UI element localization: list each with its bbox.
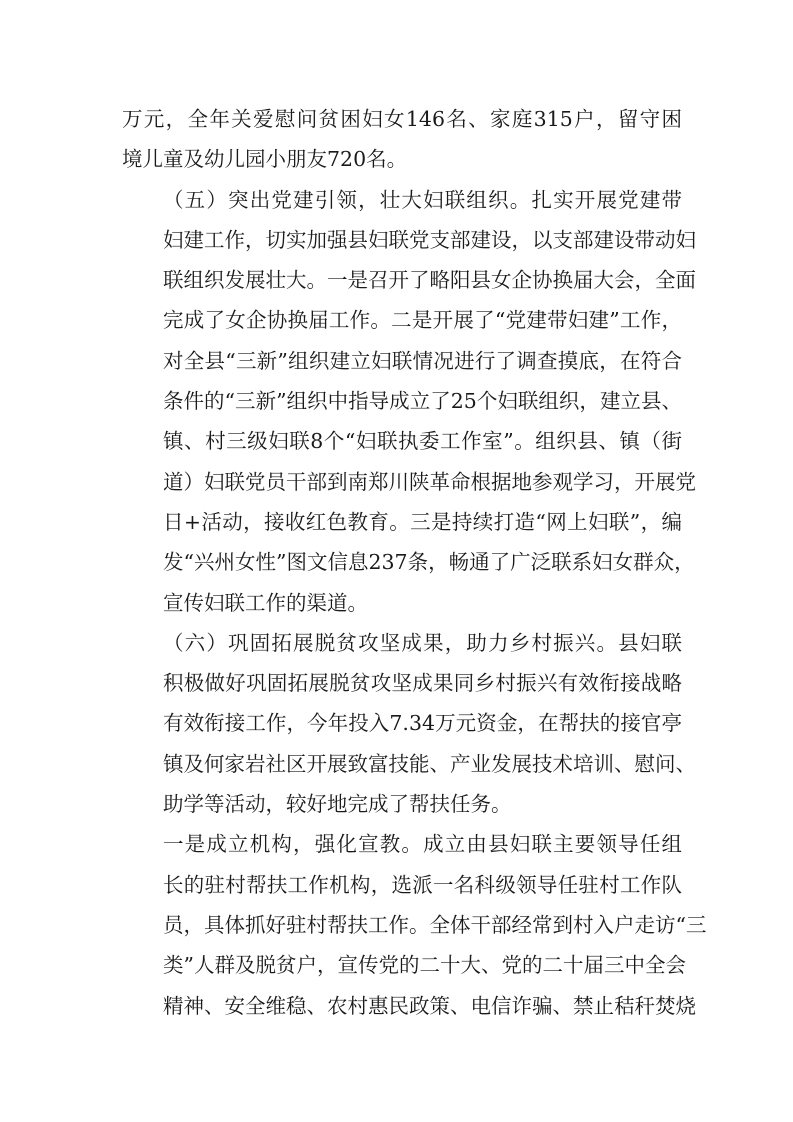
text-line: 长的驻村帮扶工作机构，选派一名科级领导任驻村工作队 [163,872,682,897]
text-line: 妇建工作，切实加强县妇联党支部建设，以支部建设带动妇 [163,227,696,252]
text-line: 类”人群及脱贫户，宣传党的二十大、党的二十届三中全会 [163,953,686,978]
text-line: （六）巩固拓展脱贫攻坚成果，助力乡村振兴。县妇联 [163,630,682,655]
text-line: 境儿童及幼儿园小朋友720名。 [122,147,408,172]
text-line: 积极做好巩固拓展脱贫攻坚成果同乡村振兴有效衔接战略 [163,671,682,696]
text-line: 宣传妇联工作的渠道。 [163,590,368,615]
text-line: 完成了女企协换届工作。二是开展了“党建带妇建”工作， [163,308,682,333]
text-line: 条件的“三新”组织中指导成立了25个妇联组织，建立县、 [163,389,682,414]
text-line: 道）妇联党员干部到南郑川陕革命根据地参观学习，开展党 [163,469,696,494]
text-line: 有效衔接工作，今年投入7.34万元资金，在帮扶的接官亭 [163,711,682,736]
paragraph-poverty-relief-continuation [122,99,682,180]
paragraph-rural-revitalization [122,623,696,824]
text-line: 镇、村三级妇联8个“妇联执委工作室”。组织县、镇（街 [163,429,682,454]
text-line: 员，具体抓好驻村帮扶工作。全体干部经常到村入户走访“三 [163,912,707,937]
text-line: 对全县“三新”组织建立妇联情况进行了调查摸底，在符合 [163,348,682,373]
text-line: 日+活动，接收红色教育。三是持续打造“网上妇联”，编 [163,509,682,534]
body-text [122,99,707,1026]
text-line: 助学等活动，较好地完成了帮扶任务。 [163,792,512,817]
text-line: 发“兴州女性”图文信息237条，畅通了广泛联系妇女群众， [163,550,695,575]
paragraph-party-building [122,180,696,623]
text-line: 精神、安全维稳、农村惠民政策、电信诈骗、禁止秸秆焚烧 [163,993,696,1018]
text-line: 一是成立机构，强化宣教。成立由县妇联主要领导任组 [163,832,682,857]
text-line: 镇及何家岩社区开展致富技能、产业发展技术培训、慰问、 [163,751,696,776]
text-line: 联组织发展壮大。一是召开了略阳县女企协换届大会，全面 [163,268,696,293]
text-line: 万元，全年关爱慰问贫困妇女146名、家庭315户，留守困 [122,107,682,131]
paragraph-establish-organization [122,824,707,1025]
text-line: （五）突出党建引领，壮大妇联组织。扎实开展党建带 [163,187,682,212]
